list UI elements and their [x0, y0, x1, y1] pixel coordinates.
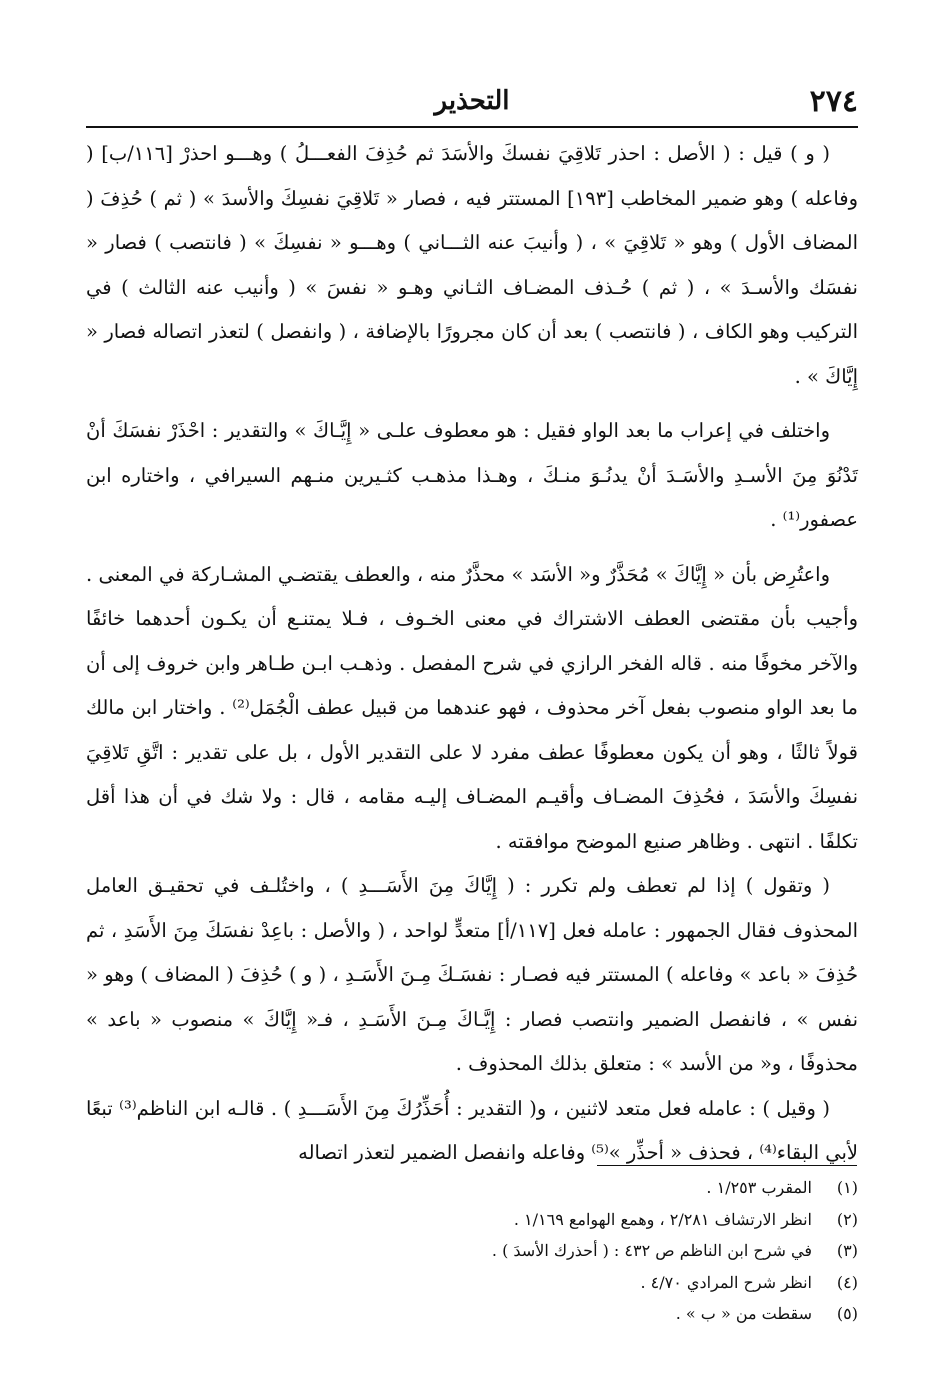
footnote-item [86, 1204, 858, 1236]
header-divider [86, 126, 858, 128]
footnote-text: انظر شرح المرادي ٤/٧٠ . [640, 1272, 812, 1292]
main-text [86, 132, 858, 1176]
footnote-number: (١) [836, 1178, 858, 1197]
footnote-item [86, 1298, 858, 1330]
footnote-item [86, 1267, 858, 1299]
footnotes [86, 1172, 858, 1330]
footnote-text: سقطت من « ب » . [675, 1304, 812, 1323]
footnote-item [86, 1172, 858, 1204]
footnote-number: (٤) [836, 1272, 858, 1292]
footnote-number: (٥) [836, 1304, 858, 1323]
footnote-text: انظر الارتشاف ٢/٢٨١ ، وهمع الهوامع ١/١٦٩ . [513, 1209, 812, 1229]
running-title: التحذير [434, 86, 510, 116]
paragraph: ( وتقول ) إذا لم تعطف ولم تكرر : ( إِيَّاكَ مِنَ الأَسَـــدِ ) ، واختُلـف في تحقيـق العامل المحذوف فقال الجمهور : عامله فعل [١١٧/أ] متعدٍّ لواحد ، ( والأصل : باعِدْ نفسَكَ مِنَ الأَسَدِ ، ثم حُذِفَ « باعد » وفاعله ) المستتر فيه فصـار : نفسَـكَ مِـنَ الأَسَـدِ ، ( و ) حُذِفَ ( المضاف ) وهو « نفس » ، فانفصل الضمير وانتصب فصار : إِيَّـاكَ مِـنَ الأَسَـدِ ، فـ« إِيَّاكَ » منصوب « باعد » محذوفًا ، و« من الأسد » : متعلق بذلك المحذوف . [86, 874, 858, 1075]
footnote-number: (٢) [836, 1209, 858, 1229]
paragraph: ( و ) قيل : ( الأصل : احذر تَلاقِيَ نفسكَ والأسَدَ ثم حُذِفَ الفعـــلُ ) وهـــو احذرْ [١١٦/ب] ( وفاعله ) وهو ضمير المخاطب [١٩٣] المستتر فيه ، فصار « تَلاقِيَ نفسِكَ والأسدَ » ( ثم ) حُذِفَ ( المضاف الأول ) وهو « تَلاقِيَ » ، ( وأنيبَ عنه الثـــاني ) وهـــو « نفسِكَ » ( فانتصب ) فصار « نفسَك والأسـدَ » ، ( ثم ) حُـذف المضـاف الثـاني وهـو « نفسَ » ( وأنيب عنه الثالث ) في التركيب وهو الكاف ، ( فانتصب ) بعد أن كان مجرورًا بالإضافة ، ( وانفصل ) لتعذر اتصاله فصار « إِيَّاكَ » . [86, 142, 858, 388]
page-number: ٢٧٤ [809, 84, 858, 119]
paragraph: واختلف في إعراب ما بعد الواو فقيل : هو معطوف علـى « إِيَّـاكَ » والتقدير : احْذَرْ نفسَكَ أنْ تَدْنُوَ مِنَ الأسـدِ والأسَـدَ أنْ يدنُـوَ منـكَ ، وهـذا مذهـب كثـيرين منـهم السيرافي ، واختاره ابن عصفور⁽¹⁾ . [86, 419, 858, 531]
paragraph: ( وقيل ) : عامله فعل متعد لاثنين ، و( التقدير : أُحَذِّرُكَ مِنَ الأَسَـــدِ ) . قالـه ابن الناظم⁽³⁾ تبعًا لأبي البقاء⁽⁴⁾ ، فحذف « أحذِّر »⁽⁵⁾ وفاعله وانفصل الضمير لتعذر اتصاله [86, 1096, 858, 1164]
page-header [86, 84, 858, 124]
footnote-text: في شرح ابن الناظم ص ٤٣٢ : ( أحذرك الأسدَ ) . [491, 1241, 812, 1260]
footnote-divider [597, 1165, 857, 1166]
footnote-item [86, 1235, 858, 1267]
footnote-number: (٣) [836, 1241, 858, 1260]
footnote-text: المقرب ١/٢٥٣ . [706, 1178, 812, 1197]
paragraph: واعتُرِض بأن « إِيَّاكَ » مُحَذَّرٌ و« الأسَد » محذَّرٌ منه ، والعطف يقتضـي المشـاركة في المعنى . وأجيب بأن مقتضى العطف الاشتراك في معنى الخـوف ، فـلا يمتنـع أن يكـون أحدهما خائفًا والآخر مخوفًا منه . قاله الفخر الرازي في شرح المفصل . وذهـب ابـن طـاهر وابن خروف إلى أن ما بعد الواو منصوب بفعل آخر محذوف ، فهو عندهما من قبيل عطف الْجُمَل⁽²⁾ . واختار ابن مالك قولاً ثالثًا ، وهو أن يكون معطوفًا عطف مفرد لا على التقدير الأول ، بل على تقدير : اتَّقِ تَلاقِيَ نفسِكَ والأسَدَ ، فحُذِفَ المضـاف وأقيـم المضـاف إليـه مقامه ، قال : ولا شك في أن هذا أقل تكلفًا . انتهى . وظاهر صنيع الموضح موافقته . [86, 562, 858, 853]
